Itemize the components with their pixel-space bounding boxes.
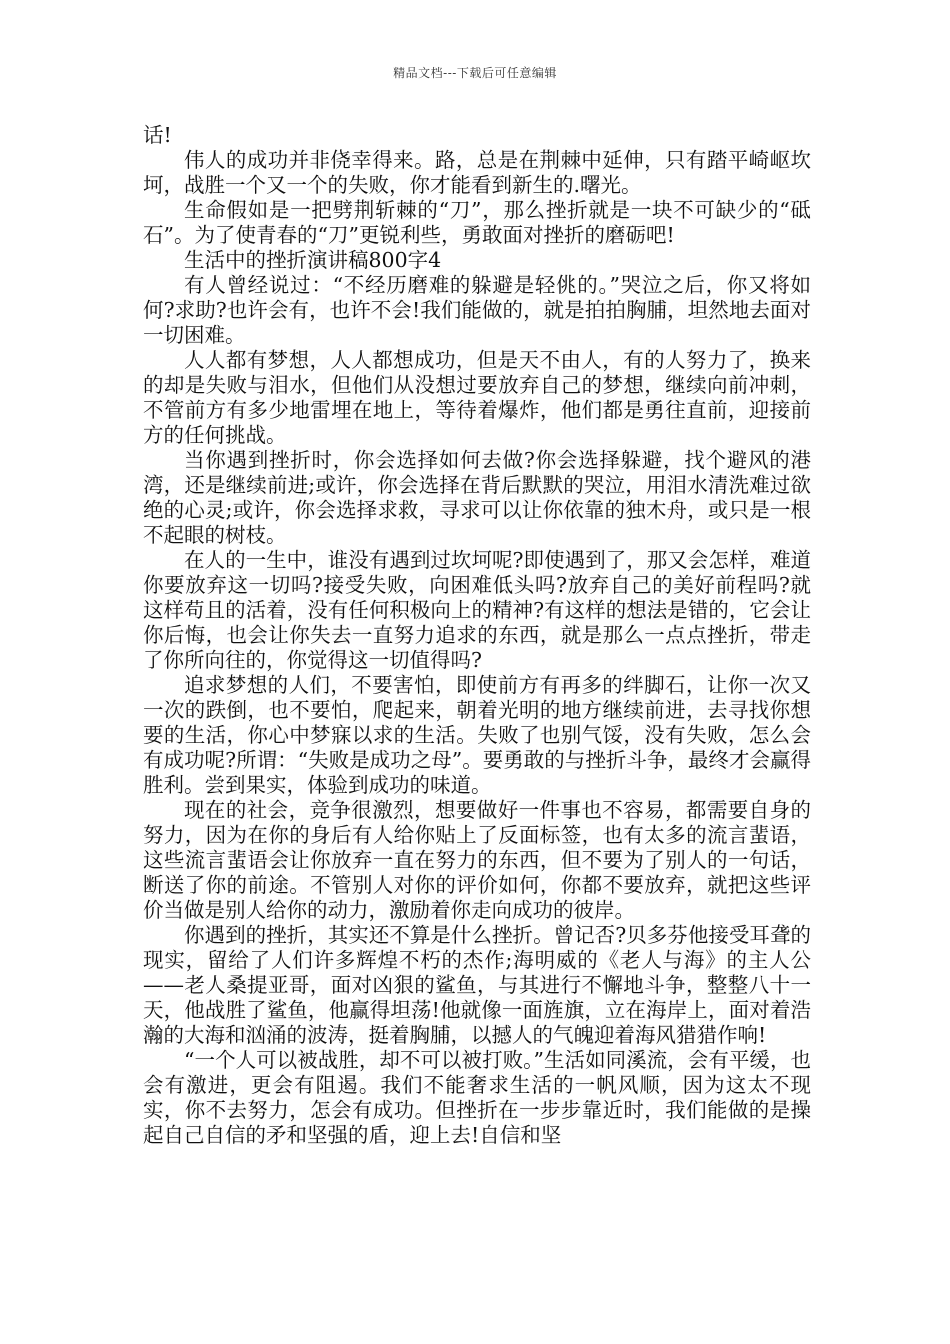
paragraph: 伟人的成功并非侥幸得来。路，总是在荆棘中延伸，只有踏平崎岖坎坷，战胜一个又一个的失败，你才能看到新生的.曙光。 — [143, 148, 811, 197]
paragraph: 生命假如是一把劈荆斩棘的“刀”，那么挫折就是一块不可缺少的“砥石”。为了使青春的“刀”更锐利些，勇敢面对挫折的磨砺吧! — [143, 198, 811, 247]
paragraph: 你遇到的挫折，其实还不算是什么挫折。曾记否?贝多芬他接受耳聋的现实，留给了人们许多辉煌不朽的杰作;海明威的《老人与海》的主人公——老人桑提亚哥，面对凶狠的鲨鱼，与其进行不懈地斗争，整整八十一天，他战胜了鲨鱼，他赢得坦荡!他就像一面旌旗，立在海岸上，面对着浩瀚的大海和汹涌的波涛，挺着胸脯，以撼人的气魄迎着海风猎猎作响! — [143, 923, 811, 1047]
paragraph: “一个人可以被战胜，却不可以被打败。”生活如同溪流，会有平缓，也会有激进，更会有阻遏。我们不能奢求生活的一帆风顺，因为这太不现实，你不去努力，怎会有成功。但挫折在一步步靠近时，我们能做的是操起自己自信的矛和坚强的盾，迎上去!自信和坚 — [143, 1048, 811, 1147]
page-header: 精品文档---下载后可任意编辑 — [393, 66, 557, 80]
section-heading: 生活中的挫折演讲稿800字4 — [184, 248, 442, 272]
paragraph: 人人都有梦想，人人都想成功，但是天不由人，有的人努力了，换来的却是失败与泪水，但他们从没想过要放弃自己的梦想，继续向前冲刺，不管前方有多少地雷埋在地上，等待着爆炸，他们都是勇往直前，迎接前方的任何挑战。 — [143, 348, 811, 447]
document-body — [143, 123, 811, 1148]
paragraph: 在人的一生中，谁没有遇到过坎坷呢?即使遇到了，那又会怎样，难道你要放弃这一切吗?接受失败，向困难低头吗?放弃自己的美好前程吗?就这样苟且的活着，没有任何积极向上的精神?有这样的想法是错的，它会让你后悔，也会让你失去一直努力追求的东西，就是那么一点点挫折，带走了你所向往的，你觉得这一切值得吗? — [143, 548, 811, 672]
paragraph: 追求梦想的人们，不要害怕，即使前方有再多的绊脚石，让你一次又一次的跌倒，也不要怕，爬起来，朝着光明的地方继续前进，去寻找你想要的生活，你心中梦寐以求的生活。失败了也别气馁，没有失败，怎么会有成功呢?所谓：“失败是成功之母”。要勇敢的与挫折斗争，最终才会赢得胜利。尝到果实，体验到成功的味道。 — [143, 673, 811, 797]
paragraph: 话! — [143, 123, 172, 147]
paragraph: 现在的社会，竞争很激烈，想要做好一件事也不容易，都需要自身的努力，因为在你的身后有人给你贴上了反面标签，也有太多的流言蜚语，这些流言蜚语会让你放弃一直在努力的东西，但不要为了别人的一句话，断送了你的前途。不管别人对你的评价如何，你都不要放弃，就把这些评价当做是别人给你的动力，激励着你走向成功的彼岸。 — [143, 798, 811, 922]
paragraph: 当你遇到挫折时，你会选择如何去做?你会选择躲避，找个避风的港湾，还是继续前进;或许，你会选择在背后默默的哭泣，用泪水清洗难过欲绝的心灵;或许，你会选择求救，寻求可以让你依靠的独木舟，或只是一根不起眼的树枝。 — [143, 448, 811, 547]
paragraph: 有人曾经说过：“不经历磨难的躲避是轻佻的。”哭泣之后，你又将如何?求助?也许会有，也许不会!我们能做的，就是拍拍胸脯，坦然地去面对一切困难。 — [143, 273, 811, 347]
